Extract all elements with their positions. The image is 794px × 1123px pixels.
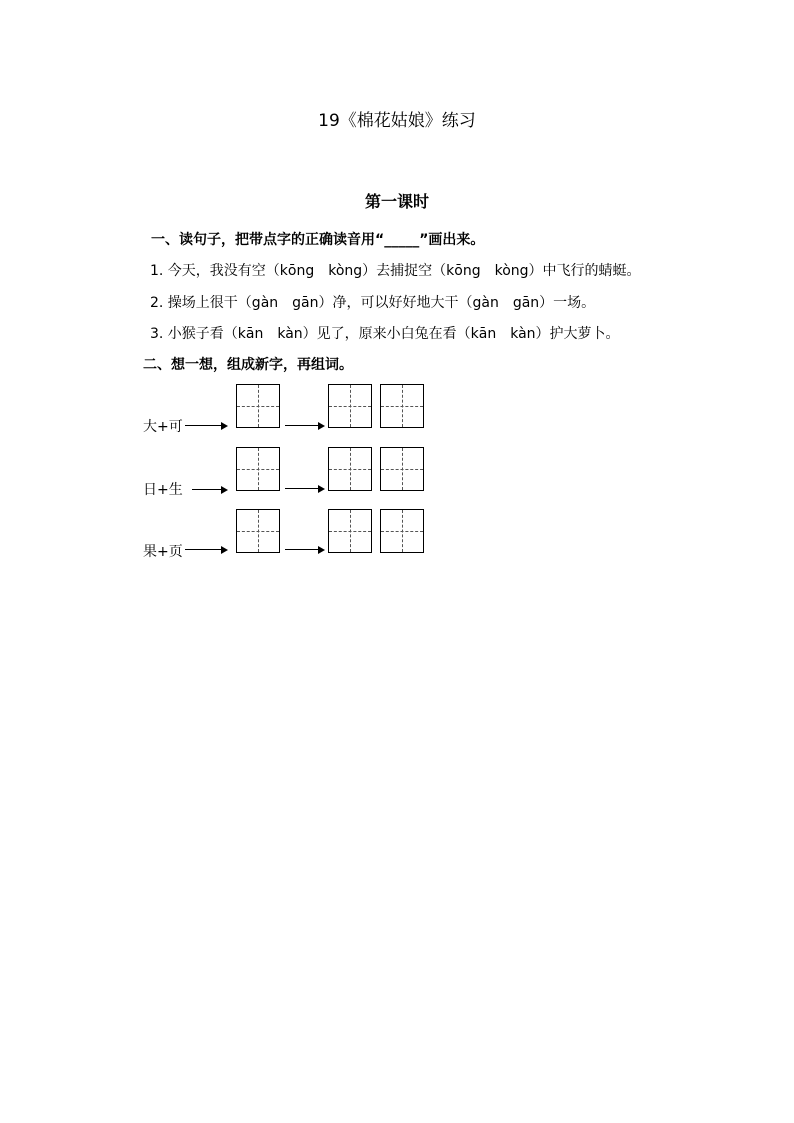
arrow-right-icon [192,489,226,490]
section1-item-1: 1. 今天，我没有空（kōng kòng）去捕捉空（kōng kòng）中飞行的蜻蜓。 [150,263,641,279]
character-writing-box[interactable] [236,447,280,491]
section1-item-3: 3. 小猴子看（kān kàn）见了，原来小白兔在看（kān kàn）护大萝卜。 [150,326,620,342]
character-writing-box[interactable] [236,509,280,553]
word-writing-box[interactable] [328,509,372,553]
arrow-right-icon [285,425,323,426]
section1-heading: 一、读句子，把带点字的正确读音用“_____”画出来。 [151,232,485,248]
equation-label: 日+生 [143,482,183,498]
section2-heading: 二、想一想，组成新字，再组词。 [143,357,353,373]
equation-label: 大+可 [143,419,183,435]
word-writing-box[interactable] [380,447,424,491]
page-title: 19《棉花姑娘》练习 [318,111,476,131]
word-writing-box[interactable] [328,384,372,428]
arrow-right-icon [185,549,226,550]
word-writing-box[interactable] [380,509,424,553]
lesson-subtitle: 第一课时 [364,192,429,211]
word-writing-box[interactable] [328,447,372,491]
arrow-right-icon [285,549,323,550]
arrow-right-icon [285,488,323,489]
arrow-right-icon [185,425,226,426]
word-writing-box[interactable] [380,384,424,428]
section1-item-2: 2. 操场上很干（gàn gān）净，可以好好地大干（gàn gān）一场。 [150,295,596,311]
character-writing-box[interactable] [236,384,280,428]
equation-label: 果+页 [143,544,183,560]
